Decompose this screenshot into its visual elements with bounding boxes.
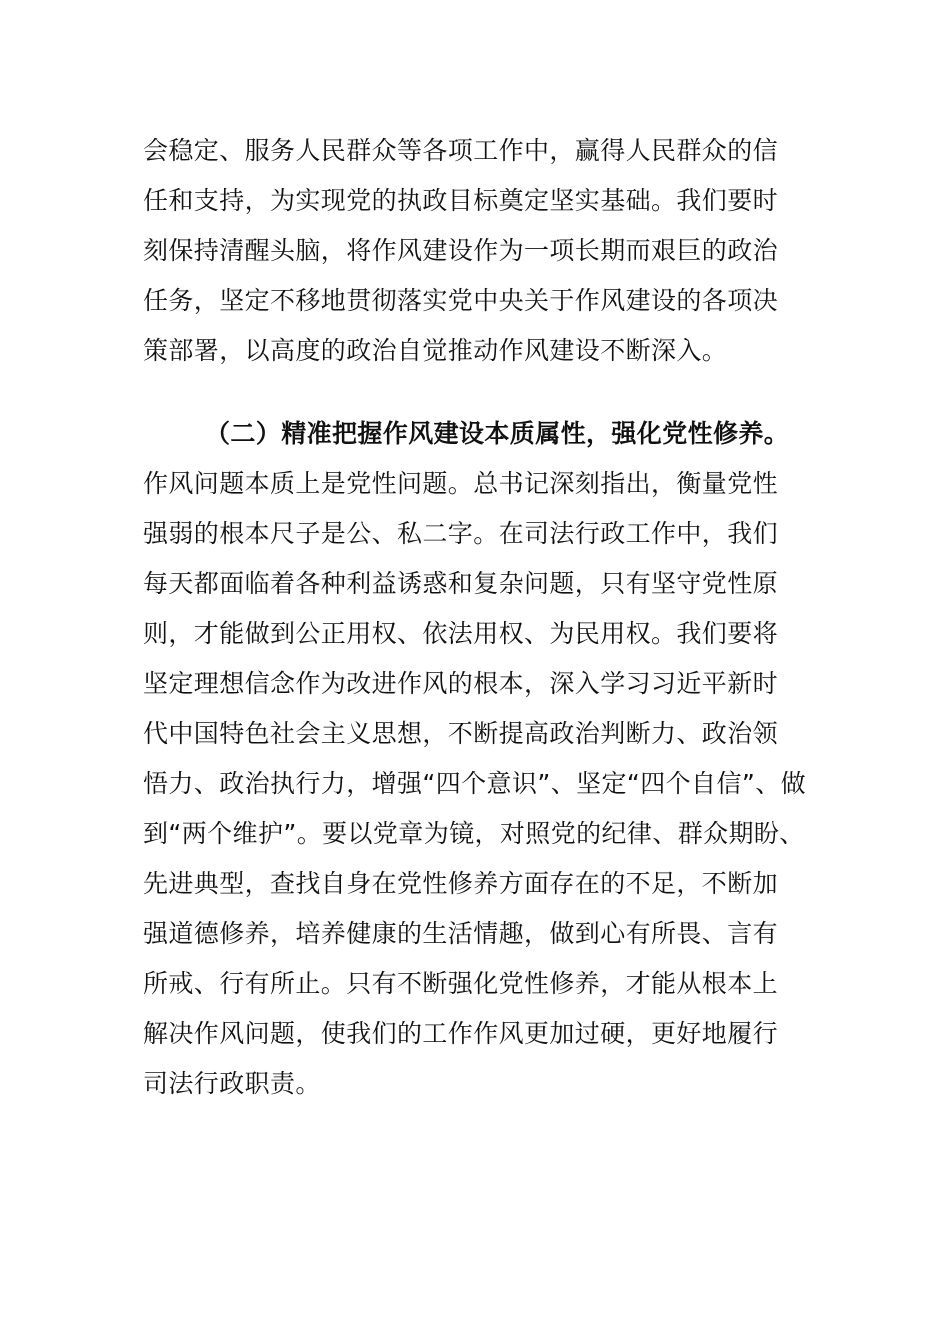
paragraph-line: 先进典型，查找自身在党性修养方面存在的不足，不断加	[143, 869, 779, 898]
paragraph-line: 代中国特色社会主义思想，不断提高政治判断力、政治领	[143, 719, 779, 748]
paragraph-line: 司法行政职责。	[143, 1069, 321, 1098]
paragraph-line: 则，才能做到公正用权、依法用权、为民用权。我们要将	[143, 619, 779, 648]
paragraph-line: 悟力、政治执行力，增强“四个意识”、坚定“四个自信”、做	[143, 769, 807, 798]
paragraph-line: 每天都面临着各种利益诱惑和复杂问题，只有坚守党性原	[143, 569, 779, 598]
paragraph-line: 坚定理想信念作为改进作风的根本，深入学习习近平新时	[143, 669, 779, 698]
paragraph-line: 刻保持清醒头脑，将作风建设作为一项长期而艰巨的政治	[143, 236, 779, 265]
section-two	[143, 409, 807, 1109]
paragraph-line: 会稳定、服务人民群众等各项工作中，赢得人民群众的信	[143, 136, 779, 165]
paragraph-continuation	[143, 126, 793, 376]
paragraph-line: 强弱的根本尺子是公、私二字。在司法行政工作中，我们	[143, 519, 779, 548]
paragraph-line: 到“两个维护”。要以党章为镜，对照党的纪律、群众期盼、	[143, 819, 805, 848]
paragraph-line: 强道德修养，培养健康的生活情趣，做到心有所畏、言有	[143, 919, 779, 948]
paragraph-line: 任务，坚定不移地贯彻落实党中央关于作风建设的各项决	[143, 286, 779, 315]
paragraph-line: 任和支持，为实现党的执政目标奠定坚实基础。我们要时	[143, 186, 779, 215]
paragraph-line: 作风问题本质上是党性问题。总书记深刻指出，衡量党性	[143, 469, 779, 498]
paragraph-line: 解决作风问题，使我们的工作作风更加过硬，更好地履行	[143, 1019, 779, 1048]
section-heading: （二）精准把握作风建设本质属性，强化党性修养。	[205, 419, 790, 448]
paragraph-line: 策部署，以高度的政治自觉推动作风建设不断深入。	[143, 336, 728, 365]
paragraph-line: 所戒、行有所止。只有不断强化党性修养，才能从根本上	[143, 969, 779, 998]
